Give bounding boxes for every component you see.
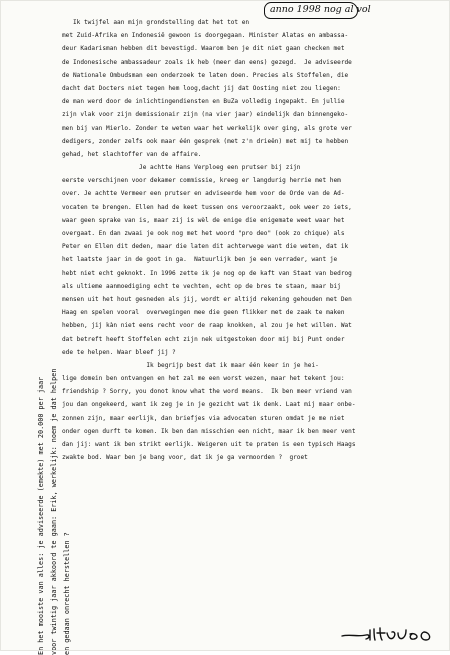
body-line: friendship ? Sorry, you donot know what the word means. Ik ben meer vriend van: [62, 388, 352, 396]
left-margin: [0, 0, 72, 655]
body-line: het laatste jaar in de goot in ga. Natuurlijk ben je een verrader, want je: [62, 256, 338, 264]
body-line: Ik twijfel aan mijn grondstelling dat het tot en: [62, 19, 250, 26]
body-line: dedigers, zonder zelfs ook maar één gesprek (met z'n drieën) met mij te hebben: [62, 137, 349, 145]
body-line: men bij van Mierlo. Zonder te weten waar het werkelijk over ging, als grote ver: [62, 124, 352, 132]
body-line: jou dan ongekeerd, want ik zeg je in je gezicht wat ik denk. Laat mij maar onbe-: [62, 401, 356, 409]
body-line: vocaten te brengen. Ellen had de keet tussen ons veroorzaakt, ook weer zo iets,: [62, 203, 352, 211]
body-line: Haag en spelen vooral overwegingen mee die geen flikker met de zaak te maken: [62, 309, 345, 317]
body-line: hebben, jij kàn niet eens recht voor de raap knokken, al zou je het willen. Wat: [62, 322, 352, 330]
body-line: deur Kadarisman hebben dit bevestigd. Waarom ben je dit niet gaan checken met: [62, 45, 345, 53]
body-line: gehad, het slachtoffer van de affaire.: [62, 150, 202, 158]
body-line: waar geen sprake van is, maar zij is wèl de enige die enigemate weet waar het: [62, 216, 345, 224]
body-line: Ik begrijp best dat ik maar één keer in je hei-: [62, 361, 319, 369]
body-line: dat betreft heeft Stoffelen echt zijn nek uitgestoken door mij bij Punt onder: [62, 335, 345, 343]
body-line: ede te helpen. Waar bleef jij ?: [62, 348, 176, 356]
body-line: de Nationale Ombudsman een onderzoek te laten doen. Precies als Stoffelen, die: [62, 71, 349, 79]
body-line: hebt niet echt geknokt. In 1996 zette ik je nog op de kaft van Staat van bedrog: [62, 269, 352, 277]
margin-line: En het mooiste van alles: je adviseerde (emekte) met 20.000 per jaar: [37, 376, 45, 655]
letter-body: [62, 16, 446, 464]
body-line: eerste verschijnen voor dekamer commissie, kreeg er langdurig herrie met hem: [62, 177, 341, 185]
body-line: overgaat. En dan zwaai je ook nog met het woord "pro deo" (ook zo chique) als: [62, 230, 345, 237]
body-line: mensen uit het hout gesneden als jij, wordt er altijd rekening gehouden met Den: [62, 295, 352, 303]
margin-line: voor twintig jaar akkoord te gaan: Erik, werkelijk: noem je dat helpen: [50, 368, 59, 655]
body-line: lige domein ben ontvangen en het zal me een worst wezen, maar het tekent jou:: [62, 375, 345, 383]
body-line: zwakte bod. Waar ben je bang voor, dat ik je ga vermoorden ? groet: [62, 454, 308, 462]
body-line: onder ogen durft te komen. Ik ben dan misschien een nicht, maar ik ben meer vent: [62, 427, 356, 435]
body-line: Je achtte Hans Verploeg een prutser bij zijn: [62, 164, 301, 172]
body-line: dan jij: want ik ben strikt eerlijk. Weigeren uit te praten is een typisch Haags: [62, 441, 356, 448]
body-line: zijn vlak voor zijn demissionair zijn (na vier jaar) eindelijk dan binnengeko-: [62, 111, 349, 119]
body-line: Peter en Ellen dit deden, maar die laten dit achterwege want die weten, dat ik: [62, 243, 349, 251]
handwritten-header-text: anno 1998 nog al vol: [270, 4, 371, 15]
margin-line: en gedaan onrecht herstellen ?: [63, 532, 72, 655]
body-line: de Indonesische ambassadeur zoals ik heb (meer dan eens) gezegd. Je adviseerde: [62, 58, 352, 66]
body-line: zonnen zijn, maar eerlijk, dan briefjes via advocaten sturen omdat je me niet: [62, 414, 345, 422]
body-line: als ultieme aanmoediging echt te vechten, echt op de bres te staan, maar bij: [62, 282, 341, 290]
body-line: over. Je achtte Vermeer een prutser en adviseerde hem voor de Orde van de Ad-: [62, 190, 345, 198]
handwritten-signature: [340, 624, 440, 644]
body-line: dacht dat Docters niet tegen hem loog,dacht jij dat Oosting niet zou liegen:: [62, 84, 341, 92]
body-line: de man werd door de inlichtingendiensten en BuZa volledig ingepakt. En jullie: [62, 98, 345, 106]
body-line: met Zuid-Afrika en Indonesië gewoon is doorgegaan. Minister Alatas en ambassa-: [62, 32, 349, 40]
handwritten-header-note: [270, 4, 371, 15]
signature-scribble: [340, 624, 440, 644]
